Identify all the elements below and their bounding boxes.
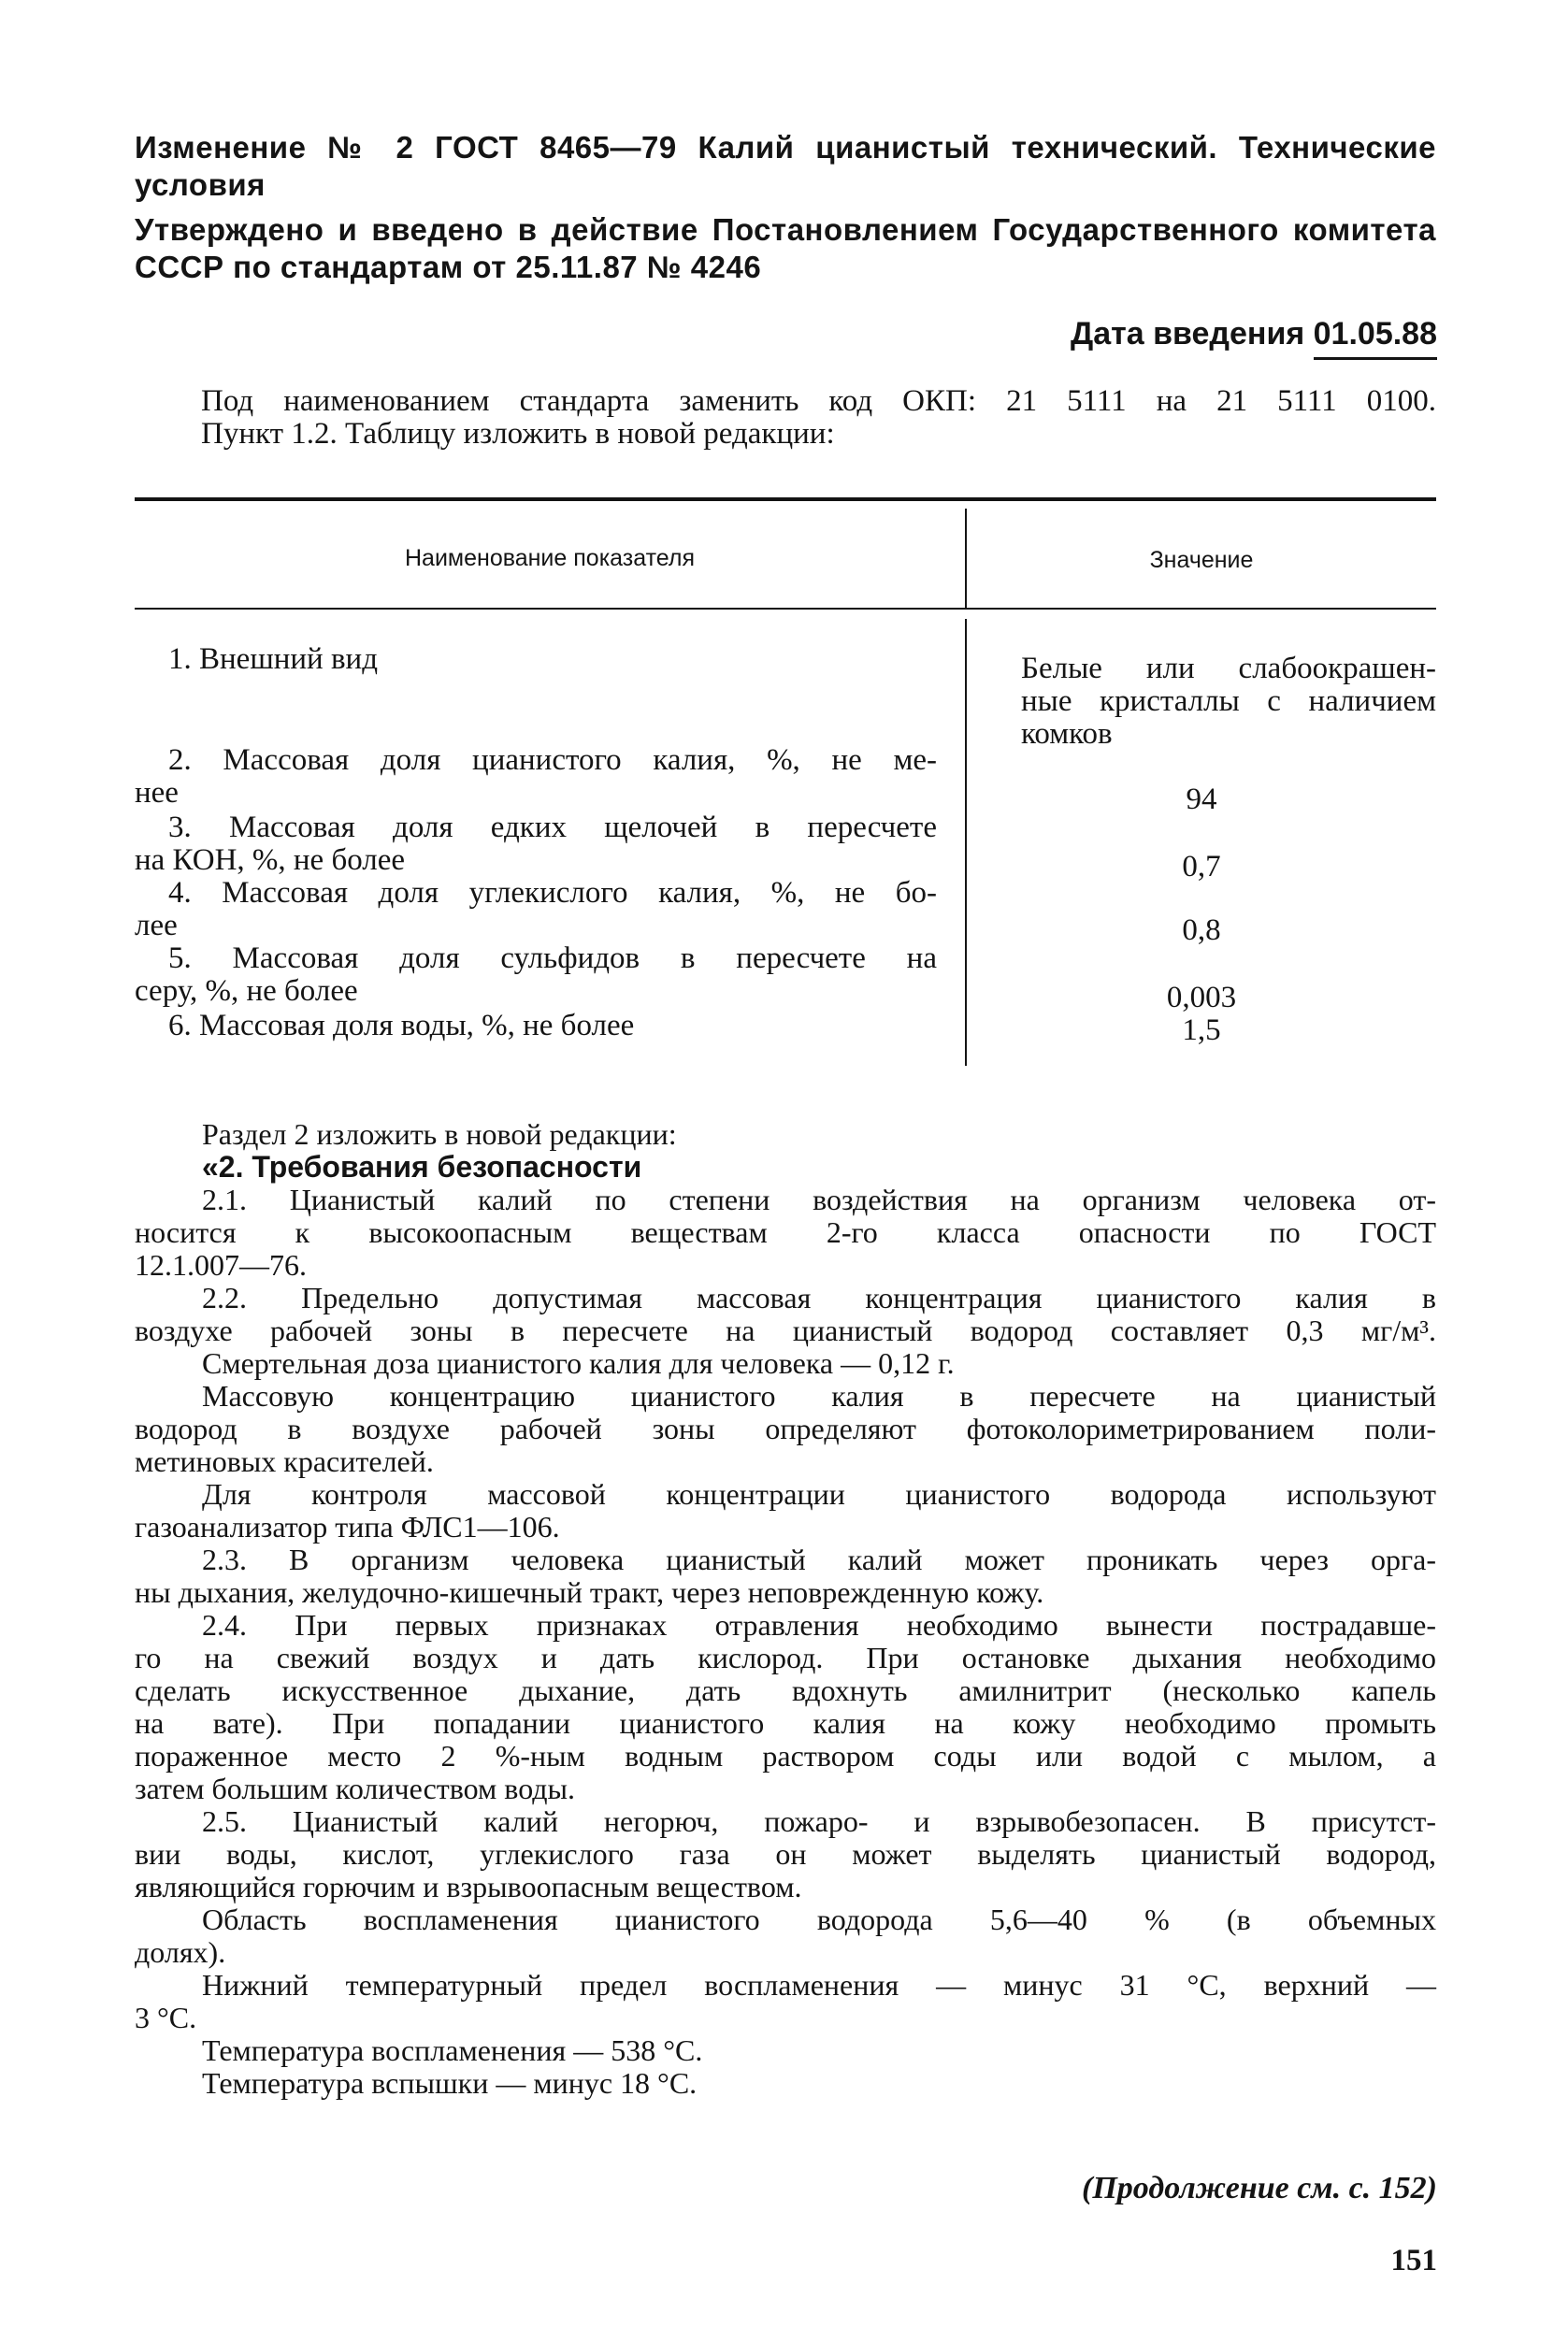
- name-line-1: 3. Массовая доля едких щелочей в пересчете: [168, 811, 937, 844]
- column-header-value: Значение: [1149, 547, 1254, 573]
- date-value: 01.05.88: [1314, 316, 1437, 360]
- table-row-value: 0,003: [1166, 981, 1237, 1014]
- section-line: 3 °С.: [135, 2001, 197, 2034]
- section-line: 2.3. В организм человека цианистый калий может проникать через орга-: [202, 1543, 1436, 1576]
- table-row-name: [135, 877, 937, 942]
- date-label: Дата введения: [1071, 316, 1305, 352]
- section-title: «2. Требования безопасности: [202, 1150, 642, 1184]
- table-row-name: 6. Массовая доля воды, %, не более: [168, 1009, 635, 1042]
- value-line-1: Белые или слабоокрашен-: [1021, 652, 1436, 685]
- section-line: 2.5. Цианистый калий негорюч, пожаро- и взрывобезопасен. В присутст-: [202, 1804, 1436, 1838]
- section-line: воздухе рабочей зоны в пересчете на цианистый водород составляет 0,3 мг/м³.: [135, 1314, 1436, 1347]
- section-line: Область воспламенения цианистого водорода 5,6—40 % (в объемных: [202, 1903, 1436, 1936]
- table-row-name: [135, 744, 937, 810]
- section-line: ны дыхания, желудочно-кишечный тракт, через неповрежденную кожу.: [135, 1575, 1044, 1609]
- table-row-value: 0,8: [1182, 913, 1221, 947]
- section-2: [135, 1118, 1436, 2100]
- table-row-name: [135, 942, 937, 1008]
- section-line: носится к высокоопасным веществам 2-го класса опасности по ГОСТ: [135, 1215, 1436, 1249]
- table-row-name: 1. Внешний вид: [168, 642, 378, 676]
- table-row-name: [135, 811, 937, 877]
- section-line: Температура воспламенения — 538 °С.: [202, 2033, 703, 2067]
- section-line: на вате). При попадании цианистого калия на кожу необходимо промыть: [135, 1706, 1436, 1740]
- page-number: 151: [1390, 2244, 1437, 2277]
- section-line: Для контроля массовой концентрации цианистого водорода используют: [202, 1477, 1436, 1511]
- section-line: Смертельная доза цианистого калия для человека — 0,12 г.: [202, 1346, 955, 1380]
- section-line: 2.1. Цианистый калий по степени воздействия на организм человека от-: [202, 1183, 1436, 1216]
- table-row-value: 0,7: [1182, 850, 1221, 883]
- table-row-value: 1,5: [1182, 1013, 1221, 1047]
- approval-text: [135, 211, 1436, 286]
- intro-paragraph: [201, 385, 1436, 451]
- name-line-1: 4. Массовая доля углекислого калия, %, не бо-: [168, 876, 937, 910]
- section-line: водород в воздухе рабочей зоны определяют фотоколориметрированием поли-: [135, 1412, 1436, 1445]
- section-line: вии воды, кислот, углекислого газа он может выделять цианистый водород,: [135, 1837, 1436, 1871]
- name-line-1: 2. Массовая доля цианистого калия, %, не ме-: [168, 743, 937, 777]
- section-line: 2.4. При первых признаках отравления необходимо вынести пострадавше-: [202, 1608, 1436, 1642]
- name-line-2: серу, %, не более: [135, 974, 358, 1008]
- header-bottom-rule: [135, 608, 1436, 610]
- section-line: 2.2. Предельно допустимая массовая концентрация цианистого калия в: [202, 1281, 1436, 1314]
- value-line-3: комков: [1021, 717, 1113, 751]
- section-line: пораженное место 2 %-ным водным раствором соды или водой с мылом, а: [135, 1739, 1436, 1773]
- title-line-2: условия: [135, 167, 266, 202]
- section-line: долях).: [135, 1935, 226, 1969]
- section-line: газоанализатор типа ФЛС1—106.: [135, 1510, 560, 1544]
- intro-line-2: Пункт 1.2. Таблицу изложить в новой редакции:: [201, 417, 835, 451]
- section-line: метиновых красителей.: [135, 1444, 434, 1478]
- section-line: Температура вспышки — минус 18 °С.: [202, 2066, 698, 2100]
- table-top-rule: [135, 497, 1436, 501]
- document-title: [135, 129, 1436, 204]
- name-line-2: на КОН, %, не более: [135, 843, 406, 877]
- title-line-1: Изменение № 2 ГОСТ 8465—79 Калий цианистый технический. Технические: [135, 130, 1436, 165]
- section-intro: Раздел 2 изложить в новой редакции:: [202, 1117, 677, 1151]
- section-line: го на свежий воздух и дать кислород. При остановке дыхания необходимо: [135, 1641, 1436, 1674]
- value-line-2: ные кристаллы с наличием: [1021, 684, 1436, 718]
- section-line: затем большим количеством воды.: [135, 1772, 576, 1805]
- name-line-2: лее: [135, 909, 178, 942]
- section-line: Массовую концентрацию цианистого калия в пересчете на цианистый: [202, 1379, 1436, 1413]
- name-line-1: 5. Массовая доля сульфидов в пересчете на: [168, 941, 937, 975]
- section-line: 12.1.007—76.: [135, 1248, 307, 1282]
- section-line: Нижний температурный предел воспламенения — минус 31 °С, верхний —: [202, 1968, 1436, 2002]
- name-line-2: нее: [135, 776, 179, 810]
- effective-date: [1071, 316, 1437, 352]
- intro-line-1: Под наименованием стандарта заменить код ОКП: 21 5111 на 21 5111 0100.: [201, 384, 1436, 418]
- approval-line-1: Утверждено и введено в действие Постановлением Государственного комитета: [135, 212, 1436, 247]
- continuation-note: (Продолжение см. с. 152): [1082, 2171, 1437, 2205]
- section-line: сделать искусственное дыхание, дать вдохнуть амилнитрит (несколько капель: [135, 1673, 1436, 1707]
- approval-line-2: СССР по стандартам от 25.11.87 № 4246: [135, 250, 762, 284]
- column-header-name: Наименование показателя: [405, 545, 695, 571]
- table-row-value: [1021, 653, 1436, 751]
- table-row-value: 94: [1186, 783, 1217, 816]
- section-line: являющийся горючим и взрывоопасным веществом.: [135, 1870, 802, 1903]
